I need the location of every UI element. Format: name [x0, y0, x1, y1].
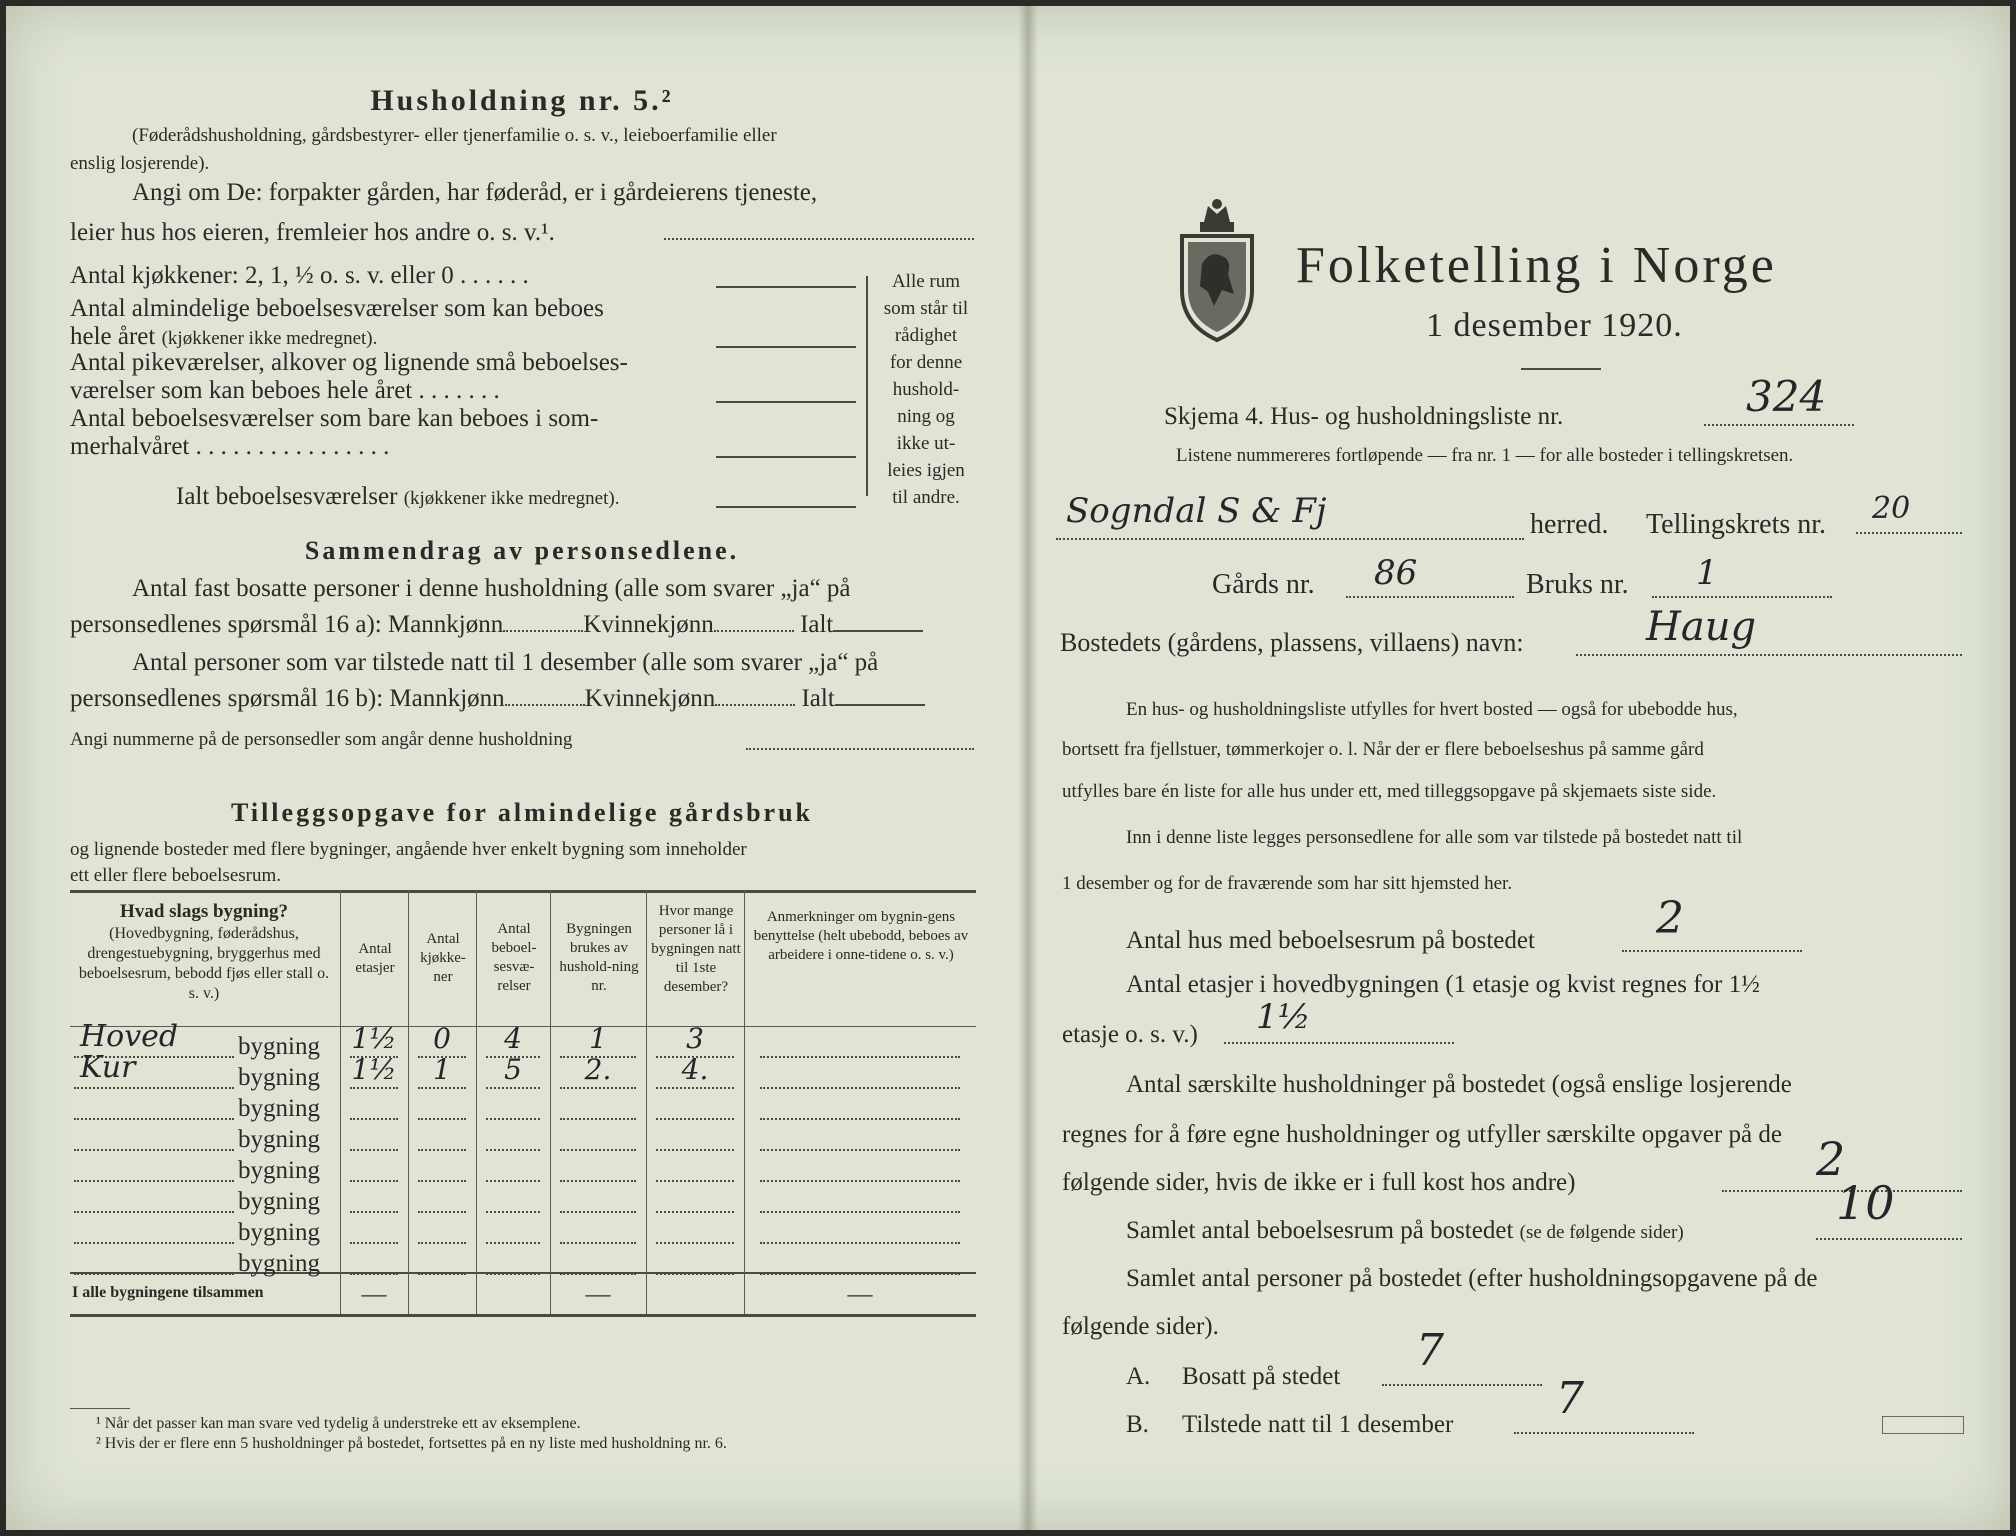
building-name: Hoved — [80, 1019, 179, 1054]
total-brukes-dash: — — [585, 1281, 611, 1308]
gards-label: Gårds nr. — [1212, 569, 1315, 600]
total-etasjer-dash: — — [361, 1281, 387, 1308]
header-bygning: Hvad slags bygning? (Hovedbygning, føderådshus, drengestuebygning, bryggerhus med beboelsesrum, bebodd fjøs eller stall o. s. v.) — [78, 901, 330, 1002]
kjokkener-fill — [716, 286, 856, 288]
hus-label: Antal hus med beboelsesrum på bostedet — [1126, 927, 1535, 954]
brace-note: Alle rum som står til rådighet for denne hushold- ning og ikke ut- leies igjen til andre. — [883, 271, 969, 508]
skjema-number: 324 — [1746, 372, 1827, 421]
sommer-label-2: merhalvåret . . . . . . . . . . . . . . . . — [70, 433, 390, 460]
info-1c: utfylles bare én liste for alle hus under ett, med tilleggsopgave på skjemaets siste side. — [1062, 781, 1717, 802]
cell-hush: 1 — [589, 1022, 607, 1055]
info-1b: bortsett fra fjellstuer, tømmerkojer o. l. Når der er flere beboelseshus på samme gård — [1062, 739, 1704, 760]
tillegg-title: Tilleggsopgave for almindelige gårdsbruk — [230, 798, 814, 827]
samlet-personer-line-2: følgende sider). — [1062, 1313, 1219, 1340]
tillegg-line-1: og lignende bosteder med flere bygninger, angående hver enkelt bygning som inneholder — [70, 839, 747, 860]
bosted-value: Haug — [1646, 604, 1757, 650]
fast-line-1: Antal fast bosatte personer i denne husholdning (alle som svarer „ja“ på — [132, 575, 851, 602]
tilstede-value: 7 — [1556, 1373, 1584, 1424]
header-personer: Hvor mange personer lå i bygningen natt til 1ste desember? — [651, 903, 741, 995]
header-beboelse: Antal beboel-sesvæ-relser — [491, 921, 537, 994]
tilstede-line-2: personsedlenes spørsmål 16 b): Mannkjønn Kvinnekjønn Ialt — [70, 684, 925, 714]
footnote-1: ¹ Når det passer kan man svare ved tydelig å understreke ett av eksemplene. — [96, 1415, 581, 1432]
header-etasjer: Antal etasjer — [355, 941, 395, 976]
main-title: Folketelling i Norge — [1296, 237, 1777, 294]
buildings-table — [70, 890, 976, 1318]
info-1a: En hus- og husholdningsliste utfylles for hvert bosted — også for ubebodde hus, — [1126, 699, 1738, 720]
household-subtitle: (Føderådshusholdning, gårdsbestyrer- eller tjenerfamilie o. s. v., leieboerfamilie eller — [132, 125, 777, 146]
pike-label-1: Antal pikeværelser, alkover og lignende små beboelses- — [70, 349, 628, 376]
bygning-word: bygning — [238, 1064, 320, 1091]
kjokkener-label: Antal kjøkkener: 2, 1, ½ o. s. v. eller 0 . . . . . . — [70, 262, 529, 289]
angi-fill-line — [664, 238, 974, 240]
cell-kjokkener: 0 — [433, 1022, 451, 1055]
bygning-word: bygning — [238, 1157, 320, 1184]
cell-etasjer: 1½ — [351, 1053, 397, 1086]
header-kjokkener: Antal kjøkke-ner — [420, 931, 466, 985]
bygning-word: bygning — [238, 1188, 320, 1215]
nummer-fill — [746, 748, 974, 750]
left-page — [66, 6, 978, 1530]
household-subtitle-2: enslig losjerende). — [70, 153, 210, 174]
etasjer-line-1: Antal etasjer i hovedbygningen (1 etasje og kvist regnes for 1½ — [1126, 971, 1760, 998]
table-row — [70, 1247, 976, 1278]
fast-line-2: personsedlenes spørsmål 16 a): Mannkjønn Kvinnekjønn Ialt — [70, 610, 923, 640]
pike-fill — [716, 401, 856, 403]
bosted-label: Bostedets (gårdens, plassens, villaens) navn: — [1060, 628, 1524, 657]
samlet-personer-line-1: Samlet antal personer på bostedet (efter husholdningsopgavene på de — [1126, 1265, 1818, 1292]
table-row — [70, 1050, 976, 1092]
angi-line-2: leier hus hos eieren, fremleier hos andre o. s. v.¹. — [70, 219, 555, 246]
right-page — [1056, 6, 1976, 1530]
page-fold — [1018, 6, 1038, 1530]
almindelige-label-1: Antal almindelige beboelsesværelser som kan beboes — [70, 295, 604, 322]
total-label: I alle bygningene tilsammen — [72, 1284, 264, 1301]
footnote-2: ² Hvis der er flere enn 5 husholdninger på bostedet, fortsettes på en ny liste med husholdning nr. 6. — [96, 1435, 727, 1452]
bosatt-letter: A. — [1126, 1363, 1151, 1390]
saerskilte-line-2: regnes for å føre egne husholdninger og utfyller særskilte opgaver på de — [1062, 1121, 1782, 1148]
brace — [866, 276, 868, 496]
cell-rom: 4 — [504, 1022, 522, 1055]
total-anm-dash: — — [847, 1281, 873, 1308]
table-row — [70, 1154, 976, 1185]
saerskilte-value: 2 — [1816, 1132, 1846, 1186]
ialt-rum-fill — [716, 506, 856, 508]
samlet-rum-label: Samlet antal beboelsesrum på bostedet (se de følgende sider) — [1126, 1217, 1684, 1244]
skjema-label: Skjema 4. Hus- og husholdningsliste nr. — [1164, 403, 1564, 430]
tillegg-line-2: ett eller flere beboelsesrum. — [70, 865, 282, 886]
bosatt-label: Bosatt på stedet — [1182, 1363, 1341, 1390]
gards-value: 86 — [1374, 553, 1418, 593]
census-form-sheet — [6, 6, 2010, 1530]
bruks-value: 1 — [1696, 553, 1718, 593]
saerskilte-line-1: Antal særskilte husholdninger på bostedet (også enslige losjerende — [1126, 1071, 1792, 1098]
coat-of-arms-icon — [1174, 194, 1260, 344]
samlet-rum-value: 10 — [1836, 1176, 1895, 1230]
cell-hush: 2. — [584, 1053, 612, 1086]
herred-label: herred. — [1530, 509, 1609, 540]
info-2a: Inn i denne liste legges personsedlene for alle som var tilstede på bostedet natt til — [1126, 827, 1743, 848]
bosatt-value: 7 — [1416, 1325, 1444, 1376]
ialt-rum-label: Ialt beboelsesværelser (kjøkkener ikke medregnet). — [176, 483, 620, 510]
cell-etasjer: 1½ — [351, 1022, 397, 1055]
almindelige-fill — [716, 346, 856, 348]
etasjer-value: 1½ — [1256, 997, 1311, 1037]
krets-label: Tellingskrets nr. — [1646, 509, 1827, 540]
table-row — [70, 1123, 976, 1154]
tilstede-letter: B. — [1126, 1411, 1149, 1438]
almindelige-label-2: hele året (kjøkkener ikke medregnet). — [70, 323, 378, 350]
bygning-word: bygning — [238, 1095, 320, 1122]
cell-pers: 4. — [681, 1053, 709, 1086]
herred-value: Sogndal S & Fj — [1066, 491, 1327, 531]
bygning-word: bygning — [238, 1033, 320, 1060]
bygning-word: bygning — [238, 1250, 320, 1277]
cell-rom: 5 — [504, 1053, 522, 1086]
sommer-fill — [716, 456, 856, 458]
household-title: Husholdning nr. 5.² — [370, 84, 674, 117]
building-name: Kur — [80, 1050, 136, 1085]
cell-pers: 3 — [686, 1022, 704, 1055]
angi-line-1: Angi om De: forpakter gården, har føderåd, er i gårdeierens tjeneste, — [132, 179, 818, 206]
krets-value: 20 — [1872, 491, 1911, 526]
bruks-label: Bruks nr. — [1526, 569, 1629, 600]
table-row — [70, 1216, 976, 1247]
cell-kjokkener: 1 — [433, 1053, 451, 1086]
saerskilte-line-3: følgende sider, hvis de ikke er i full kost hos andre) — [1062, 1169, 1576, 1196]
listene-note: Listene nummereres fortløpende — fra nr. 1 — for alle bosteder i tellingskretsen. — [1176, 445, 1794, 466]
table-row — [70, 1185, 976, 1216]
bygning-word: bygning — [238, 1219, 320, 1246]
sammendrag-title: Sammendrag av personsedlene. — [304, 536, 740, 565]
info-2b: 1 desember og for de fraværende som har sitt hjemsted her. — [1062, 873, 1513, 894]
census-date: 1 desember 1920. — [1426, 307, 1683, 344]
header-brukes: Bygningen brukes av hushold-ning nr. — [559, 921, 639, 994]
tilstede-line-1: Antal personer som var tilstede natt til 1 desember (alle som svarer „ja“ på — [132, 649, 879, 676]
pike-label-2: værelser som kan beboes hele året . . . . . . . — [70, 377, 500, 404]
header-anmerkninger: Anmerkninger om bygnin-gens benyttelse (helt ubebodd, beboes av arbeidere i onne-tidene o. s. v.) — [753, 909, 969, 963]
sommer-label-1: Antal beboelsesværelser som bare kan beboes i som- — [70, 405, 599, 432]
hus-value: 2 — [1656, 893, 1684, 944]
table-row — [70, 1092, 976, 1123]
etasjer-line-2: etasje o. s. v.) — [1062, 1021, 1198, 1048]
tilstede-label: Tilstede natt til 1 desember — [1182, 1411, 1454, 1438]
nummer-label: Angi nummerne på de personsedler som angår denne husholdning — [70, 729, 573, 750]
bygning-word: bygning — [238, 1126, 320, 1153]
printer-stamp — [1882, 1416, 1964, 1434]
